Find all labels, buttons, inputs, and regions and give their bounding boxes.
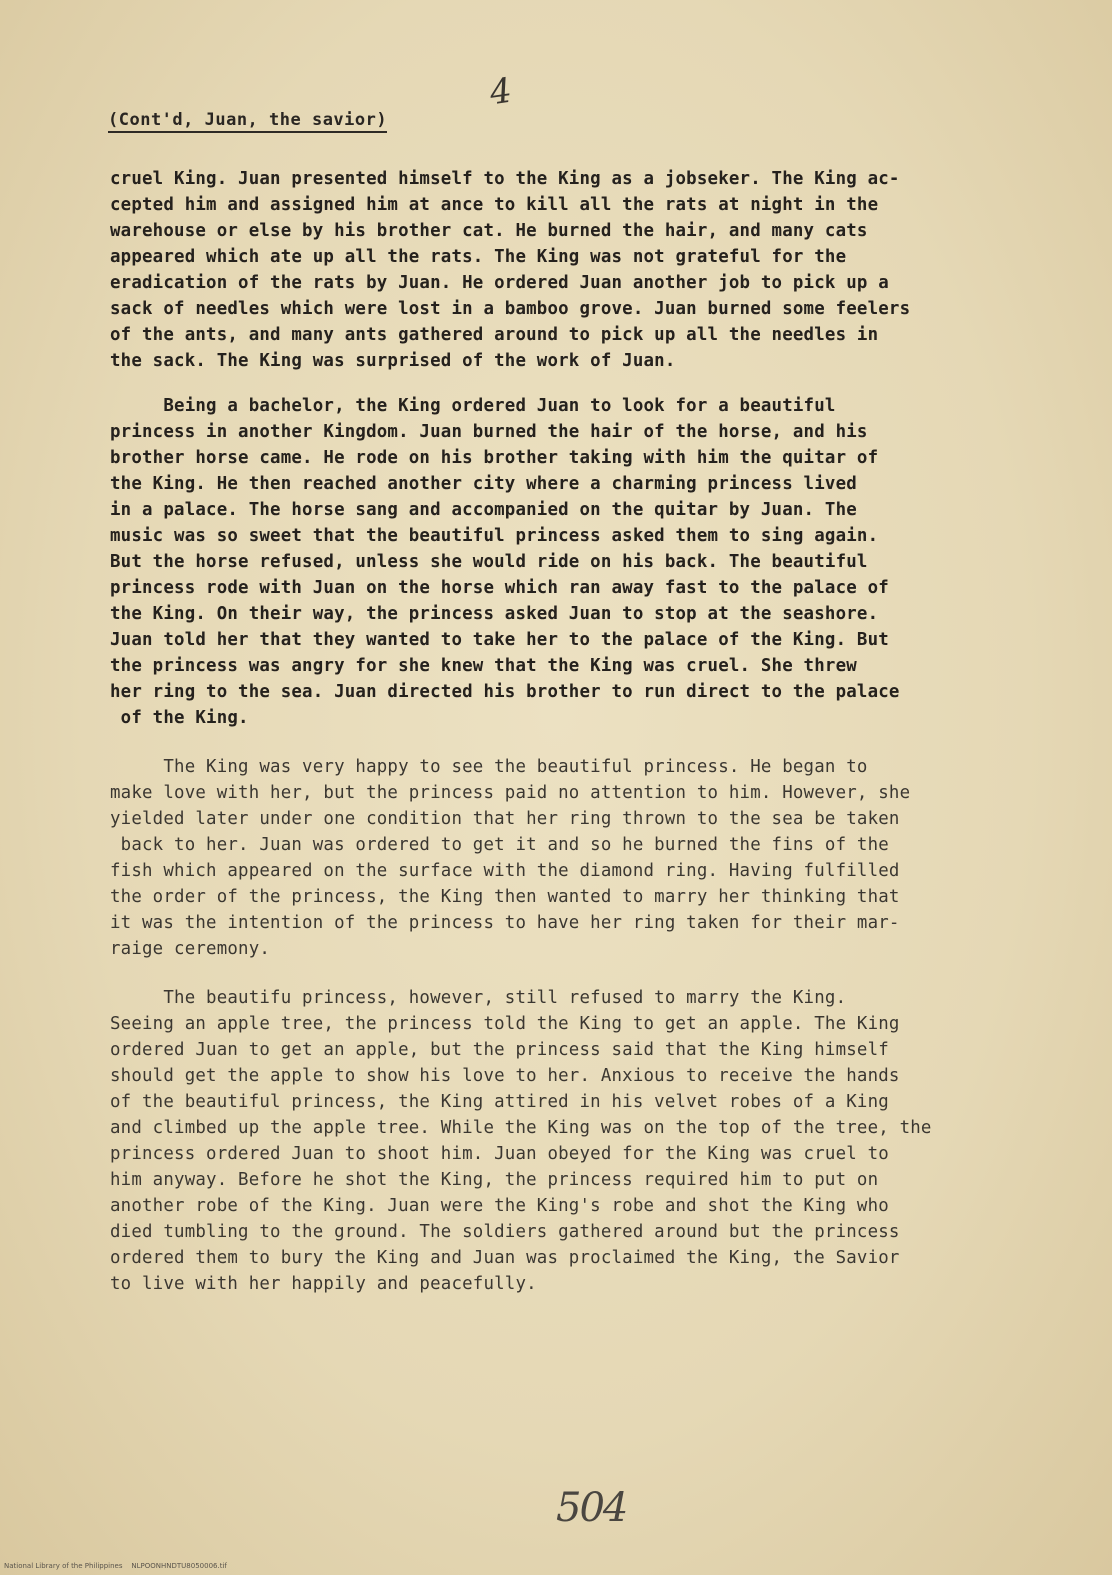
text-line: and climbed up the apple tree. While the King was on the top of the tree, the: [110, 1118, 932, 1138]
text-line: of the ants, and many ants gathered around to pick up all the needles in: [110, 325, 879, 345]
text-line: cruel King. Juan presented himself to the King as a jobseker. The King ac-: [110, 169, 900, 189]
text-line: the King. He then reached another city where a charming princess lived: [110, 474, 857, 494]
text-line: Being a bachelor, the King ordered Juan to look for a beautiful: [110, 396, 836, 416]
text-line: the sack. The King was surprised of the work of Juan.: [110, 351, 676, 371]
text-line: back to her. Juan was ordered to get it and so he burned the fins of the: [110, 835, 889, 855]
text-line: cepted him and assigned him at ance to kill all the rats at night in the: [110, 195, 879, 215]
text-line: fish which appeared on the surface with the diamond ring. Having fulfilled: [110, 861, 900, 881]
text-line: Seeing an apple tree, the princess told the King to get an apple. The King: [110, 1014, 900, 1034]
text-line: princess ordered Juan to shoot him. Juan obeyed for the King was cruel to: [110, 1144, 889, 1164]
text-line: make love with her, but the princess paid no attention to him. However, she: [110, 783, 911, 803]
text-line: the princess was angry for she knew that the King was cruel. She threw: [110, 656, 857, 676]
text-line: But the horse refused, unless she would ride on his back. The beautiful: [110, 552, 868, 572]
text-line: ordered them to bury the King and Juan was proclaimed the King, the Savior: [110, 1248, 900, 1268]
text-line: of the King.: [110, 708, 249, 728]
text-line: should get the apple to show his love to her. Anxious to receive the hands: [110, 1066, 900, 1086]
text-line: princess rode with Juan on the horse which ran away fast to the palace of: [110, 578, 889, 598]
text-line: princess in another Kingdom. Juan burned the hair of the horse, and his: [110, 422, 868, 442]
text-line: appeared which ate up all the rats. The King was not grateful for the: [110, 247, 847, 267]
text-line: another robe of the King. Juan were the King's robe and shot the King who: [110, 1196, 889, 1216]
archive-footer: National Library of the Philippines NLPOONHNDTU8050006.tif: [4, 1562, 227, 1570]
text-line: the King. On their way, the princess asked Juan to stop at the seashore.: [110, 604, 879, 624]
text-line: of the beautiful princess, the King attired in his velvet robes of a King: [110, 1092, 889, 1112]
handwritten-page-number-top: 4: [487, 70, 515, 114]
text-line: raige ceremony.: [110, 939, 271, 959]
text-line: her ring to the sea. Juan directed his brother to run direct to the palace: [110, 682, 900, 702]
paragraph-2: [110, 393, 1070, 731]
text-line: brother horse came. He rode on his brother taking with him the quitar of: [110, 448, 879, 468]
text-line: eradication of the rats by Juan. He ordered Juan another job to pick up a: [110, 273, 889, 293]
text-line: music was so sweet that the beautiful princess asked them to sing again.: [110, 526, 879, 546]
text-line: him anyway. Before he shot the King, the princess required him to put on: [110, 1170, 879, 1190]
handwritten-page-number-bottom: 504: [556, 1485, 627, 1531]
text-line: yielded later under one condition that her ring thrown to the sea be taken: [110, 809, 900, 829]
text-line: The King was very happy to see the beautiful princess. He began to: [110, 757, 868, 777]
text-line: the order of the princess, the King then wanted to marry her thinking that: [110, 887, 900, 907]
text-line: in a palace. The horse sang and accompanied on the quitar by Juan. The: [110, 500, 857, 520]
text-line: The beautifu princess, however, still refused to marry the King.: [110, 988, 847, 1008]
text-line: to live with her happily and peacefully.: [110, 1274, 537, 1294]
text-line: ordered Juan to get an apple, but the princess said that the King himself: [110, 1040, 889, 1060]
text-line: Juan told her that they wanted to take her to the palace of the King. But: [110, 630, 889, 650]
paragraph-3: [110, 754, 1070, 962]
paragraph-1: [110, 166, 1070, 374]
text-line: sack of needles which were lost in a bamboo grove. Juan burned some feelers: [110, 299, 911, 319]
section-header: (Cont'd, Juan, the savior): [108, 110, 387, 133]
text-line: it was the intention of the princess to have her ring taken for their mar-: [110, 913, 900, 933]
text-line: died tumbling to the ground. The soldiers gathered around but the princess: [110, 1222, 900, 1242]
paragraph-4: [110, 985, 1070, 1297]
text-line: warehouse or else by his brother cat. He burned the hair, and many cats: [110, 221, 868, 241]
